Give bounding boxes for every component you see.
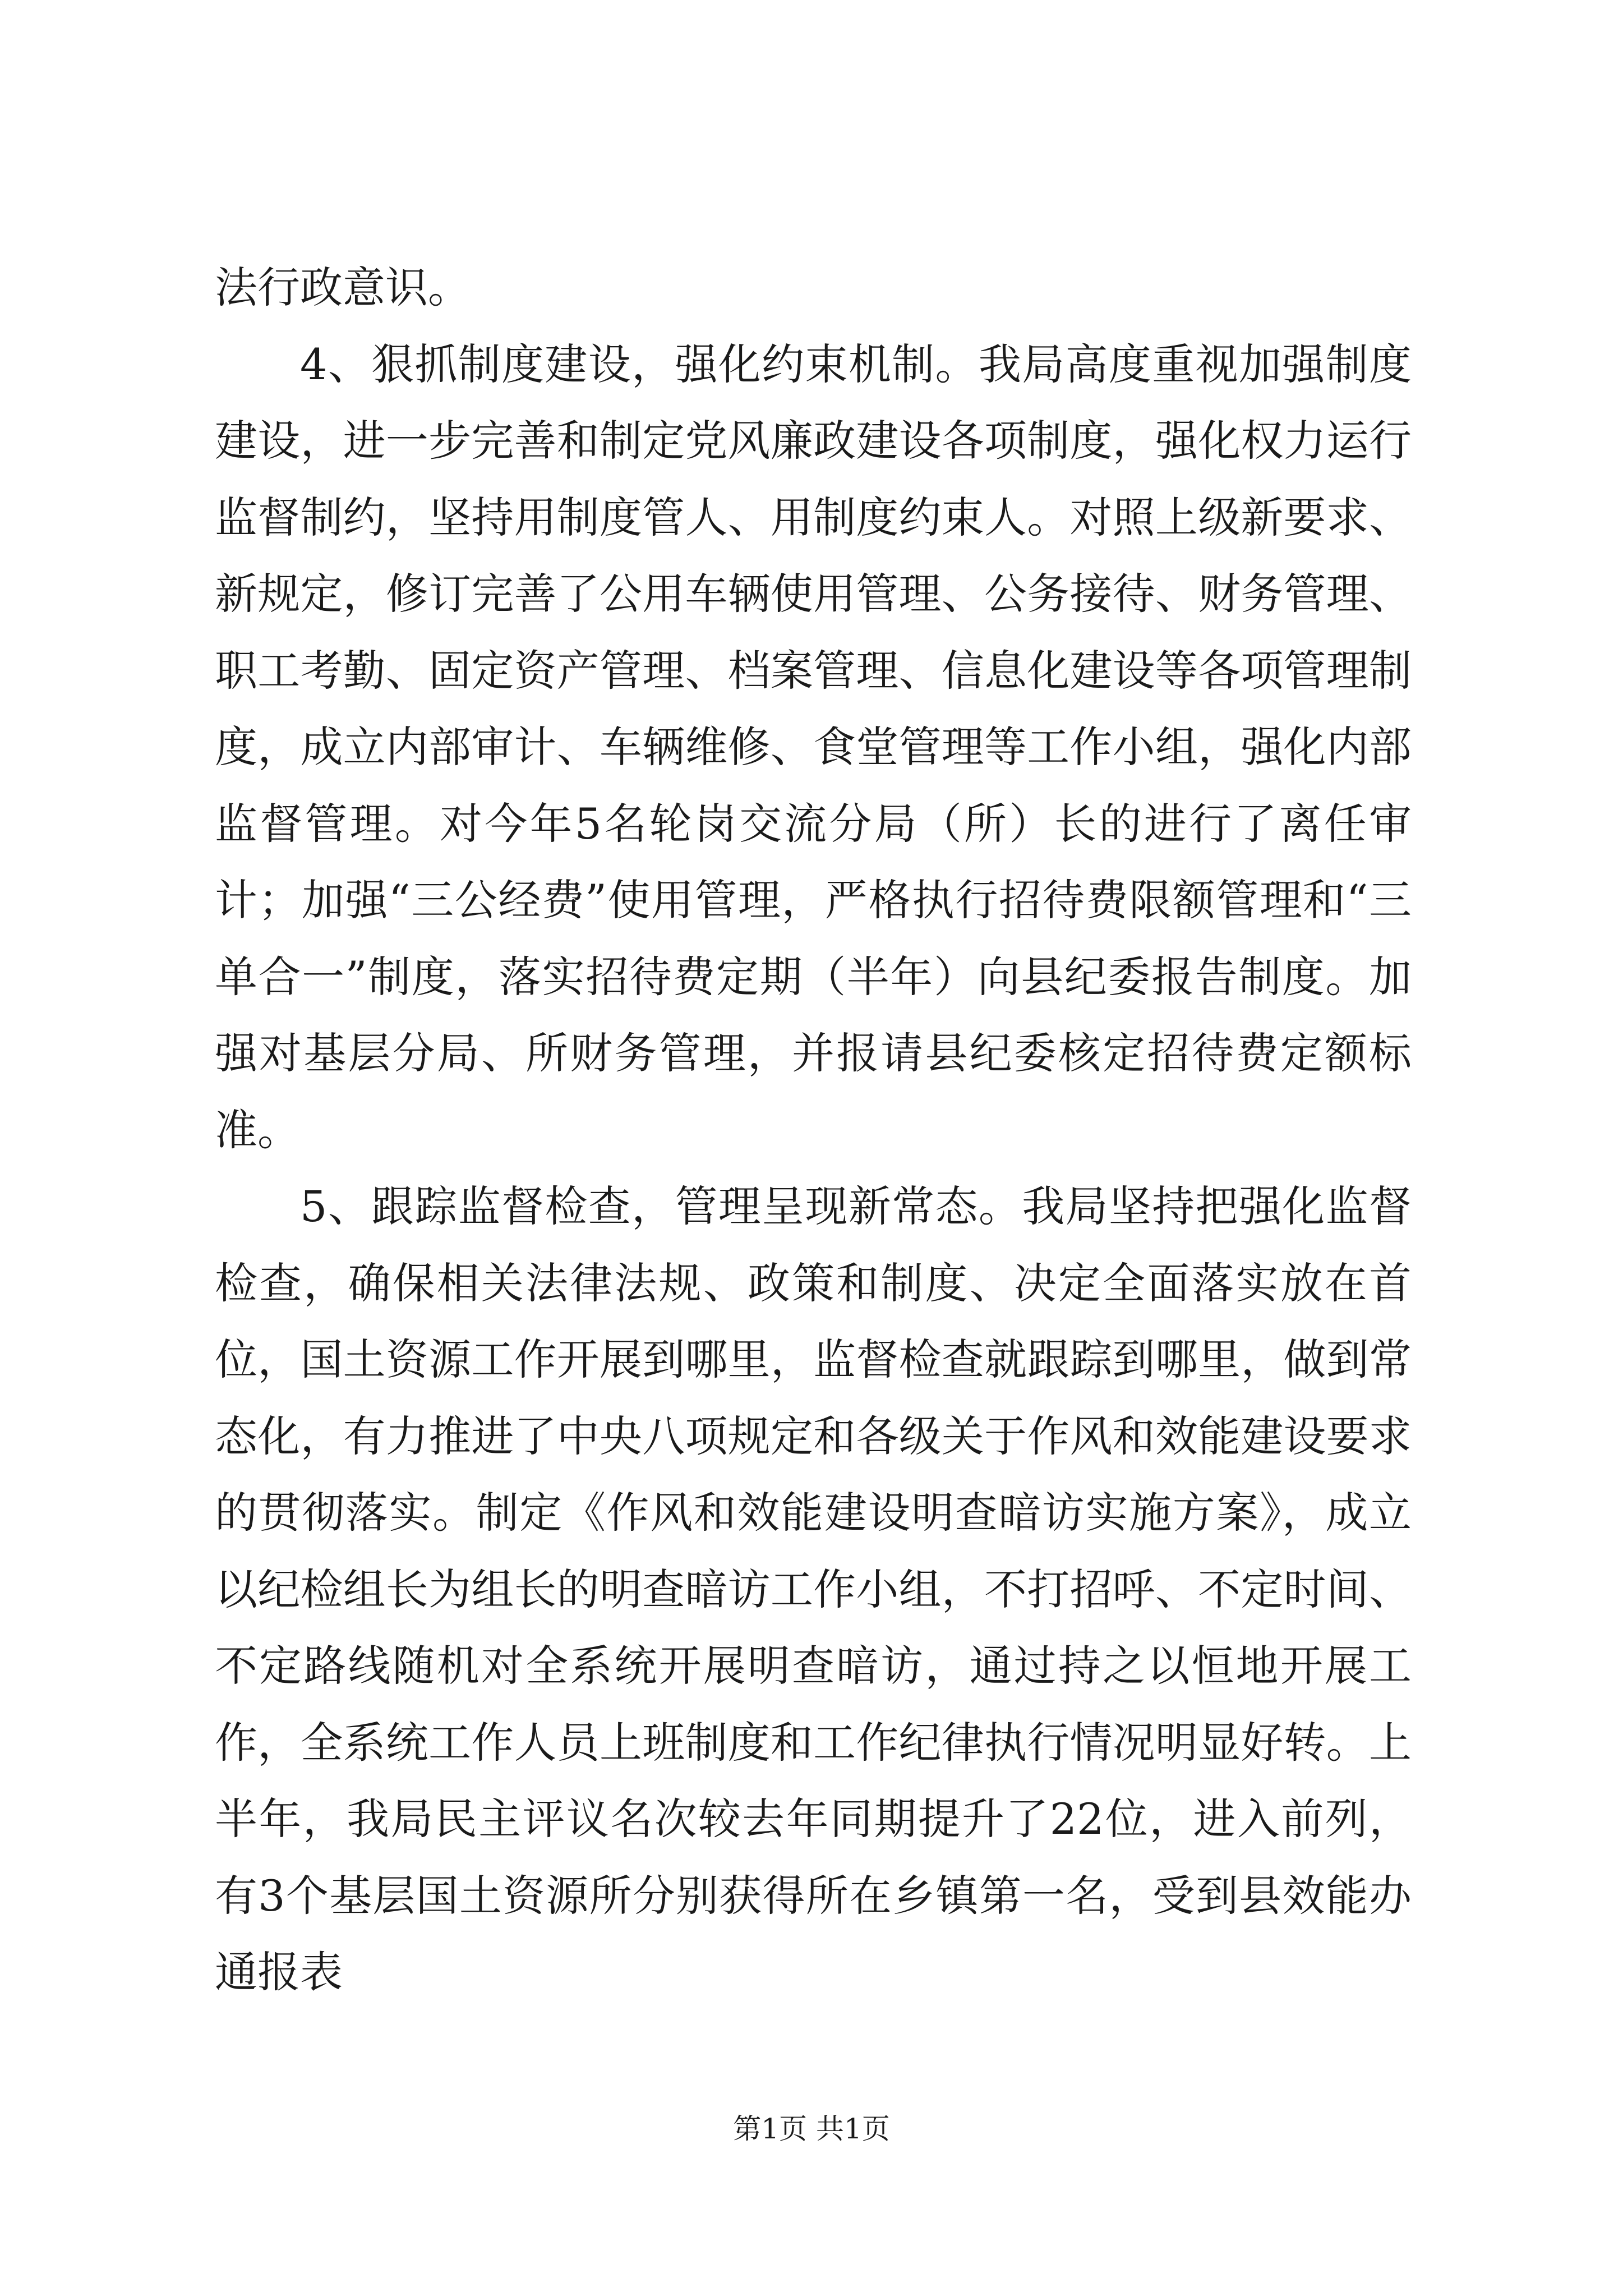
paragraph-1: 法行政意识。 bbox=[215, 263, 471, 312]
document-body bbox=[215, 250, 1412, 2011]
paragraph-2: 4、狠抓制度建设，强化约束机制。我局高度重视加强制度建设，进一步完善和制定党风廉政建设各项制度，强化权力运行监督制约，坚持用制度管人、用制度约束人。对照上级新要求、新规定，修订完善了公用车辆使用管理、公务接待、财务管理、职工考勤、固定资产管理、档案管理、信息化建设等各项管理制度，成立内部审计、车辆维修、食堂管理等工作小组，强化内部监督管理。对今年5名轮岗交流分局（所）长的进行了离任审计；加强“三公经费”使用管理，严格执行招待费限额管理和“三单合一”制度，落实招待费定期（半年）向县纪委报告制度。加强对基层分局、所财务管理，并报请县纪委核定招待费定额标准。 bbox=[215, 339, 1412, 1155]
paragraph-3: 5、跟踪监督检查，管理呈现新常态。我局坚持把强化监督检查，确保相关法律法规、政策和制度、决定全面落实放在首位，国土资源工作开展到哪里，监督检查就跟踪到哪里，做到常态化，有力推进了中央八项规定和各级关于作风和效能建设要求的贯彻落实。制定《作风和效能建设明查暗访实施方案》，成立以纪检组长为组长的明查暗访工作小组，不打招呼、不定时间、不定路线随机对全系统开展明查暗访，通过持之以恒地开展工作，全系统工作人员上班制度和工作纪律执行情况明显好转。上半年，我局民主评议名次较去年同期提升了22位，进入前列，有3个基层国土资源所分别获得所在乡镇第一名，受到县效能办通报表 bbox=[215, 1181, 1412, 1997]
page-footer: 第1页 共1页 bbox=[733, 2113, 890, 2145]
